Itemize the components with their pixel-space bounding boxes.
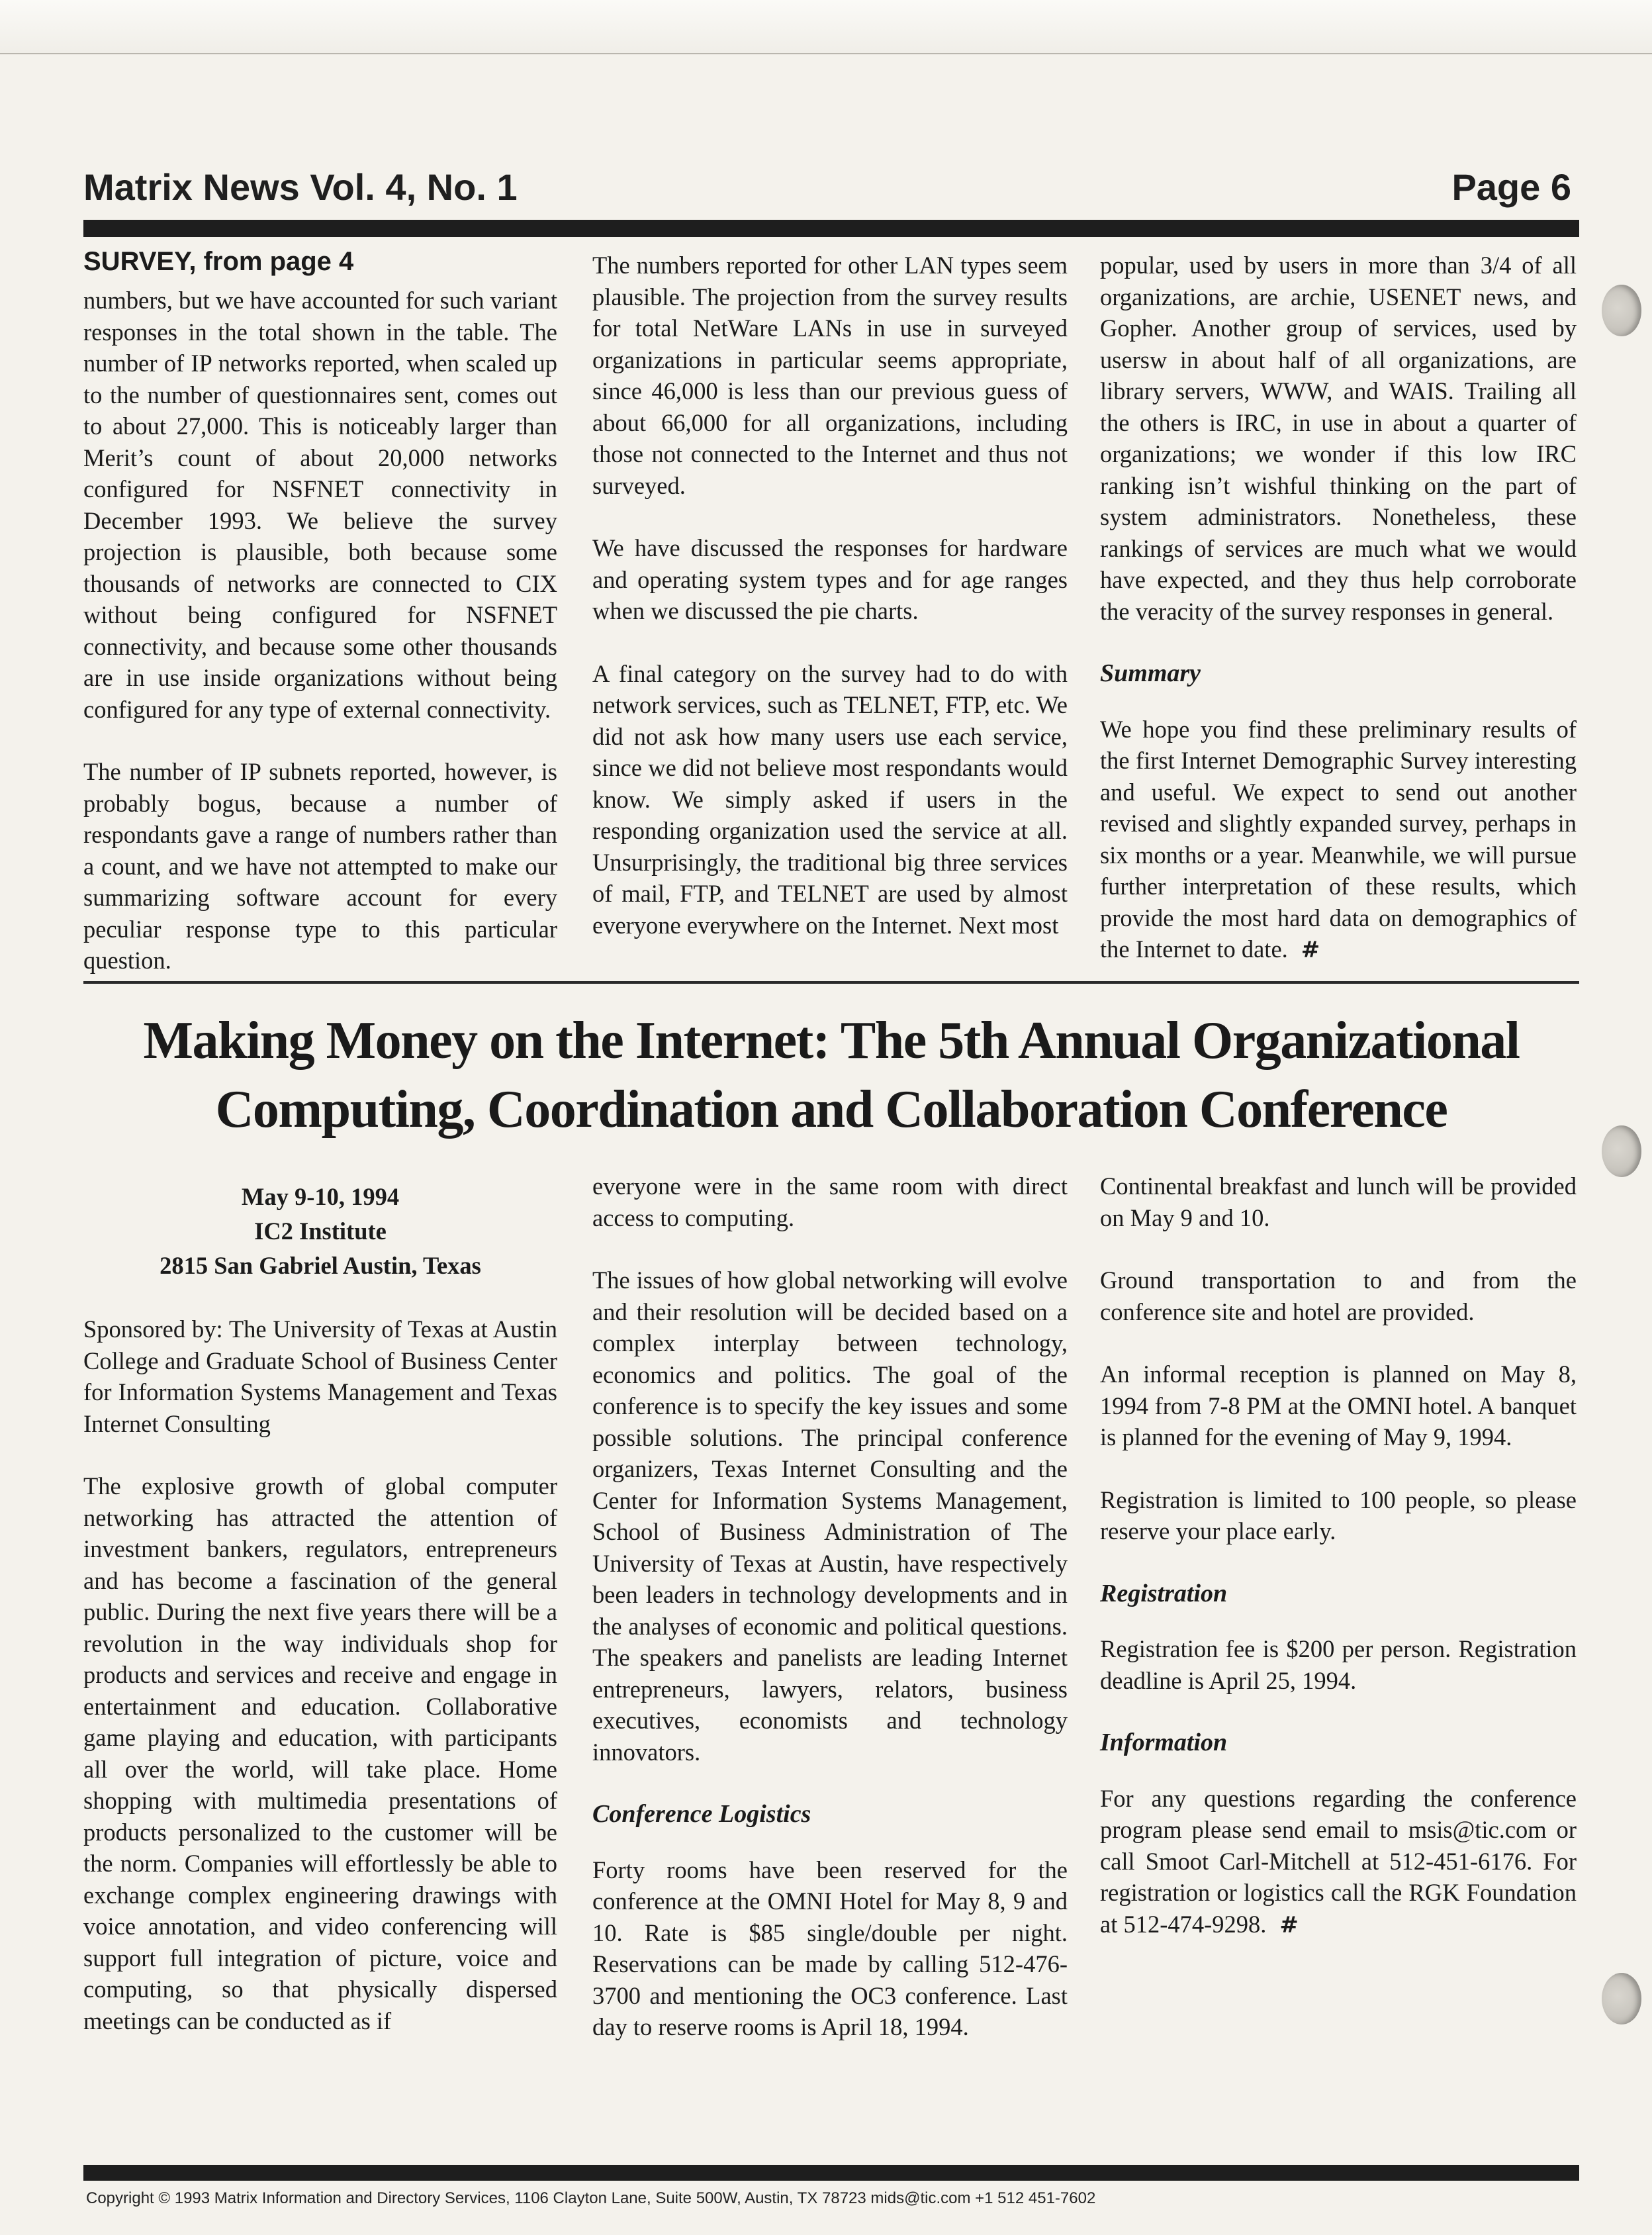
article-paragraph: Registration is limited to 100 people, so please reserve your place early. xyxy=(1100,1486,1577,1545)
article-paragraph: Continental breakfast and lunch will be provided on May 9 and 10. xyxy=(1100,1172,1577,1231)
footer-rule xyxy=(83,2165,1579,2181)
information-heading: Information xyxy=(1100,1729,1228,1756)
section-divider xyxy=(83,981,1579,984)
article-headline xyxy=(83,1006,1579,1144)
previous-page-edge xyxy=(0,0,1652,54)
survey-paragraph: numbers, but we have accounted for such variant responses in the total shown in the table. The number of IP networks reported, when scaled up to the number of questionnaires sent, comes out to about 27,000. This is noticeably larger than Merit’s count of about 20,000 networks configured for NSFNET connectivity in December 1993. We believe the survey projection is plausible, both because some thousands of networks are connected to CIX without being configured for NSFNET connectivity, and because some other thousands are in use inside organizations without being configured for any type of external connectivity. xyxy=(83,287,557,723)
binder-hole-icon xyxy=(1602,285,1641,336)
conference-address: 2815 San Gabriel Austin, Texas xyxy=(160,1252,481,1279)
binder-hole-icon xyxy=(1602,1125,1641,1177)
binder-hole-icon xyxy=(1602,1973,1641,2024)
newsletter-title: Matrix News Vol. 4, No. 1 xyxy=(83,166,518,208)
survey-column-1 xyxy=(83,245,557,976)
survey-paragraph: We have discussed the responses for hardware and operating system types and for age ranges when we discussed the pie charts. xyxy=(592,534,1068,624)
survey-paragraph: A final category on the survey had to do with network services, such as TELNET, FTP, etc. We did not ask how many users use each service, since we did not believe most respondants would know. We simply asked if users in the responding organization used the service at all. Unsurprisingly, the traditional big three services of mail, FTP, and TELNET are used by almost everyone everywhere on the Internet. Next most xyxy=(592,659,1068,939)
continued-kicker: SURVEY, from page 4 xyxy=(83,247,354,276)
summary-text: We hope you find these preliminary results of the first Internet Demographic Survey interesting and useful. We expect to send out another revised and slightly expanded survey, perhaps in six months or a year. Meanwhile, we will pursue further interpretation of these results, which provide the most hard data on demographics of the Internet to date. xyxy=(1100,715,1577,963)
survey-paragraph: popular, used by users in more than 3/4 of all organizations, are archie, USENET news, and Gopher. Another group of services, used by usersw in about half of all organizations, are library servers, WWW, and WAIS. Trailing all the others is IRC, in use in about a quarter of organizations; we wonder if this low IRC ranking isn’t wishful thinking on the part of system administrators. Nonetheless, these rankings of services are much what we would have expected, and they thus help corroborate the veracity of the survey responses in general. xyxy=(1100,252,1577,625)
headline-line-1: Making Money on the Internet: The 5th Annual Organizational xyxy=(143,1012,1520,1070)
article-column-2 xyxy=(592,1170,1068,2043)
article-column-3 xyxy=(1100,1170,1577,1941)
article-paragraph: everyone were in the same room with direct access to computing. xyxy=(592,1172,1068,1231)
article-paragraph: The issues of how global networking will evolve and their resolution will be decided based on a complex interplay between technology, economics and politics. The goal of the conference is to specify the key issues and some possible solutions. The principal conference organizers, Texas Internet Consulting and the Center for Information Systems Management, School of Business Administration of The University of Texas at Austin, have respectively been leaders in technology developments and in the analyses of economic and political questions. The speakers and panelists are leading Internet entrepreneurs, lawyers, relators, business executives, economists and technology innovators. xyxy=(592,1266,1068,1766)
survey-paragraph: The number of IP subnets reported, however, is probably bogus, because a number of respondants gave a range of numbers rather than a count, and we have not attempted to make our summarizing software account for every peculiar response type to this particular question. xyxy=(83,758,557,974)
article-paragraph: Ground transportation to and from the conference site and hotel are provided. xyxy=(1100,1266,1577,1325)
end-mark-icon: # xyxy=(1301,937,1320,963)
end-mark-icon: # xyxy=(1279,1911,1299,1938)
conference-venue: IC2 Institute xyxy=(254,1217,387,1245)
copyright-line: Copyright © 1993 Matrix Information and Directory Services, 1106 Clayton Lane, Suite 500W, Austin, TX 78723 mids@tic.com +1 512 451-7602 xyxy=(86,2189,1096,2207)
conference-dates: May 9-10, 1994 xyxy=(241,1183,400,1210)
survey-column-2 xyxy=(592,250,1068,941)
header-rule xyxy=(83,220,1579,237)
registration-paragraph: Registration fee is $200 per person. Registration deadline is April 25, 1994. xyxy=(1100,1635,1577,1694)
summary-paragraph xyxy=(1100,714,1577,967)
logistics-paragraph: Forty rooms have been reserved for the conference at the OMNI Hotel for May 8, 9 and 10. Rate is $85 single/double per night. Reservations can be made by calling 512-476-3700 and mentioning the OC3 conference. Last day to reserve rooms is April 18, 1994. xyxy=(592,1856,1068,2040)
article-column-1 xyxy=(83,1180,557,2036)
summary-heading: Summary xyxy=(1100,659,1201,687)
information-text: For any questions regarding the conference program please send email to msis@tic.com or call Smoot Carl-Mitchell at 512-451-6176. For registration or logistics call the RGK Foundation at 512-474-9298. xyxy=(1100,1784,1577,1938)
survey-paragraph: The numbers reported for other LAN types seem plausible. The projection from the survey results for total NetWare LANs in use in surveyed organizations in particular seems appropriate, since 46,000 is less than our previous guess of about 66,000 for all organizations, including those not connected to the Internet and thus not surveyed. xyxy=(592,252,1068,499)
registration-heading: Registration xyxy=(1100,1579,1228,1607)
sponsor-paragraph: Sponsored by: The University of Texas at Austin College and Graduate School of Business Center for Information Systems Management and Texas Internet Consulting xyxy=(83,1315,557,1437)
article-paragraph: The explosive growth of global computer networking has attracted the attention of investment bankers, regulators, entrepreneurs and has become a fascination of the general public. During the next five years there will be a revolution in the way individuals shop for products and services and receive and engage in entertainment and education. Collaborative game playing and education, with participants all over the world, will take place. Home shopping with multimedia presentations of products personalized to the customer will be the norm. Companies will effortlessly be able to exchange complex engineering drawings with voice annotation, and video conferencing will support full integration of picture, voice and computing, so that physically dispersed meetings can be conducted as if xyxy=(83,1472,557,2034)
information-paragraph xyxy=(1100,1783,1577,1942)
page-number: Page 6 xyxy=(1451,166,1571,208)
headline-line-2: Computing, Coordination and Collaboration Conference xyxy=(215,1080,1447,1139)
article-paragraph: An informal reception is planned on May 8, 1994 from 7-8 PM at the OMNI hotel. A banquet is planned for the evening of May 9, 1994. xyxy=(1100,1360,1577,1450)
conference-details xyxy=(83,1180,557,1283)
survey-column-3 xyxy=(1100,250,1577,967)
logistics-heading: Conference Logistics xyxy=(592,1800,811,1828)
